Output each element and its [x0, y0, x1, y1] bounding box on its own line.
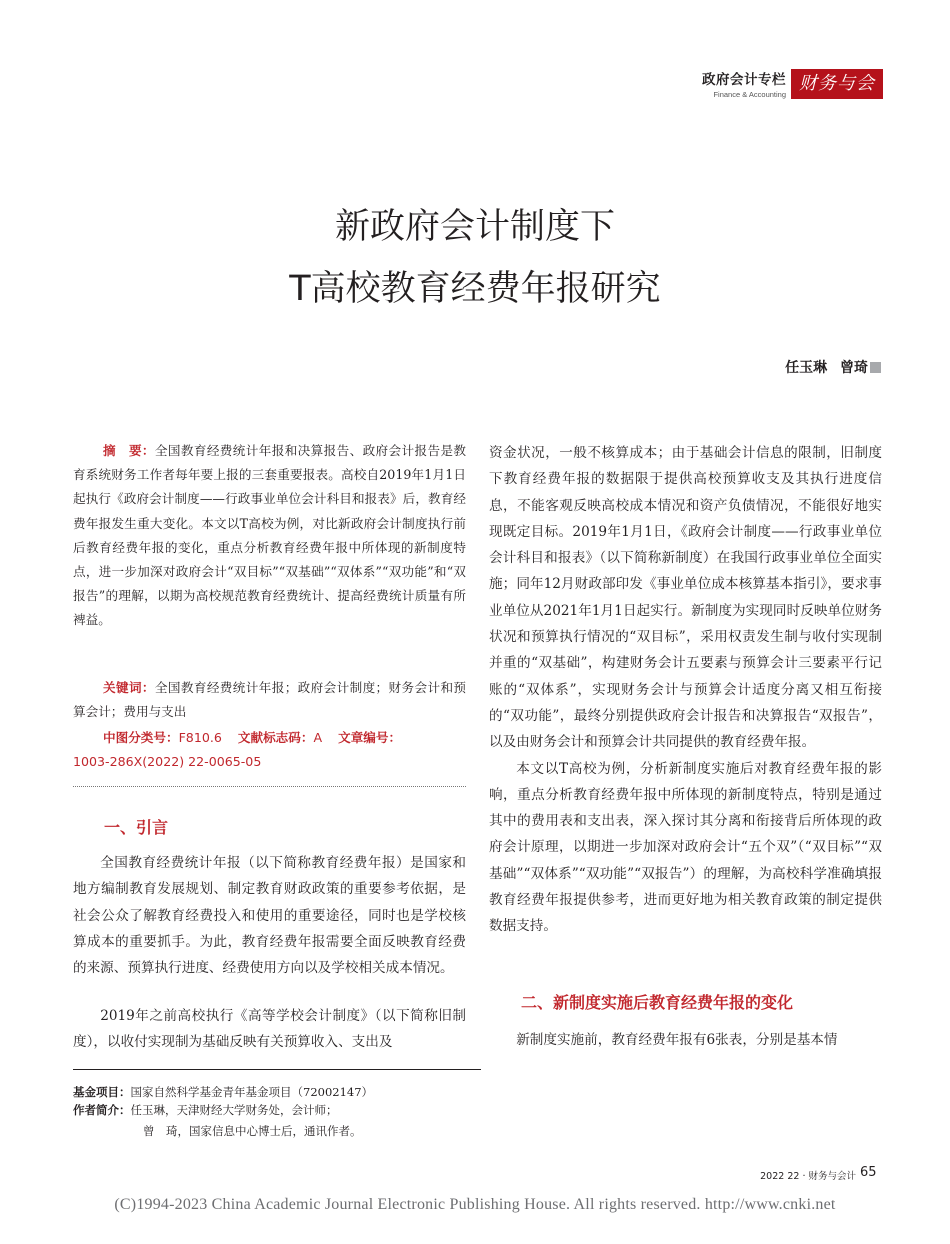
section-heading-1: 一、引言 — [104, 818, 169, 837]
journal-column-header — [560, 68, 786, 99]
abstract-text: 全国教育经费统计年报和决算报告、政府会计报告是教育系统财务工作者每年要上报的三套重要报表。高校自2019年1月1日起执行《政府会计制度——行政事业单位会计科目和报表》后，教育经费年报发生重大变化。本文以T高校为例，对比新政府会计制度执行前后教育经费年报的变化，重点分析教育经费年报中所体现的新制度特点，进一步加深对政府会计“双目标”“双基础”“双体系”“双功能”和“双报告”的理解，以期为高校规范教育经费统计、提高经费统计质量有所裨益。 — [73, 443, 467, 628]
section-heading-2: 二、新制度实施后教育经费年报的变化 — [521, 993, 794, 1012]
author-note — [73, 1101, 338, 1119]
keywords-text: 全国教育经费统计年报；政府会计制度；财务会计和预算会计；费用与支出 — [73, 680, 467, 720]
paragraph: 新制度实施前，教育经费年报有6张表，分别是基本情 — [516, 1032, 838, 1048]
keywords-label: 关键词： — [103, 680, 155, 695]
journal-issue-tag: 2022 22 · 财务与会计 — [760, 1171, 856, 1182]
clc-label: 中图分类号： — [103, 730, 179, 745]
column-name: 政府会计专栏 — [702, 72, 786, 88]
classification — [73, 726, 466, 774]
author-note-label: 作者简介： — [73, 1103, 131, 1117]
end-mark-icon — [870, 362, 881, 373]
authors — [785, 357, 881, 377]
fund-note — [73, 1083, 373, 1101]
doc-value: A — [313, 730, 323, 745]
paragraph: 资金状况，一般不核算成本；由于基础会计信息的限制，旧制度下教育经费年报的数据限于提供高校预算收支及其执行进度信息，不能客观反映高校成本情况和资产负债情况，不能很好地实现既定目标。2019年1月1日，《政府会计制度——行政事业单位会计科目和报表》（以下简称新制度）在我国行政事业单位全面实施；同年12月财政部印发《事业单位成本核算基本指引》，要求事业单位从2021年1月1日起实行。新制度为实现同时反映单位财务状况和预算执行情况的“双目标”，采用权责发生制与收付实现制并重的“双基础”，构建财务会计五要素与预算会计三要素平行记账的“双体系”，实现财务会计与预算会计适度分离又相互衔接的“双功能”，最终分别提供政府会计报告和决算报告“双报告”，以及由财务会计和预算会计共同提供的教育经费年报。 — [489, 445, 882, 751]
page-number: 65 — [860, 1165, 877, 1180]
journal-logo: 财务与会计 — [791, 69, 883, 99]
paragraph: 全国教育经费统计年报（以下简称教育经费年报）是国家和地方编制教育发展规划、制定教育财政政策的重要参考依据，是社会公众了解教育经费投入和使用的重要途径，同时也是学校核算成本的重要抓手。为此，教育经费年报需要全面反映教育经费的来源、预算执行进度、经费使用方向以及学校相关成本情况。 — [73, 855, 466, 977]
author-note-1: 任玉琳，天津财经大学财务处，会计师； — [130, 1103, 338, 1117]
right-column — [489, 440, 882, 940]
article-title — [0, 196, 950, 320]
footnote-rule — [73, 1069, 481, 1070]
column-name-en: Finance & Accounting — [713, 90, 786, 99]
article-no-label: 文章编号： — [338, 730, 402, 745]
abstract — [73, 439, 466, 633]
paragraph: 2019年之前高校执行《高等学校会计制度》（以下简称旧制度），以收付实现制为基础反映有关预算收入、支出及 — [73, 1008, 466, 1051]
clc-value: F810.6 — [178, 730, 222, 745]
abstract-label: 摘 要： — [103, 443, 155, 458]
keywords — [73, 676, 466, 724]
doc-label: 文献标志码： — [237, 730, 314, 745]
author-note-2: 曾 琦，国家信息中心博士后，通讯作者。 — [143, 1124, 362, 1138]
fund-label: 基金项目： — [73, 1085, 131, 1099]
copyright-notice: (C)1994-2023 China Academic Journal Electronic Publishing House. All rights reserved. http://www.cnki.net — [114, 1196, 836, 1213]
paragraph: 本文以T高校为例，分析新制度实施后对教育经费年报的影响，重点分析教育经费年报中所体现的新制度特点，特别是通过其中的费用表和支出表，深入探讨其分离和衔接背后所体现的政府会计原理，以期进一步加深对政府会计“五个双”（“双目标”“双基础”“双体系”“双功能”“双报告”）的理解，为高校科学准确填报教育经费年报提供参考，进而更好地为相关教育政策的制定提供数据支持。 — [489, 760, 882, 935]
title-line-1: 新政府会计制度下 — [334, 207, 615, 247]
title-line-2: T高校教育经费年报研究 — [289, 269, 661, 309]
article-no-value: 1003-286X(2022) 22-0065-05 — [73, 754, 262, 770]
author-names: 任玉琳 曾琦 — [785, 360, 868, 376]
fund-text: 国家自然科学基金青年基金项目（72002147） — [130, 1085, 374, 1099]
abstract-separator — [73, 786, 466, 787]
